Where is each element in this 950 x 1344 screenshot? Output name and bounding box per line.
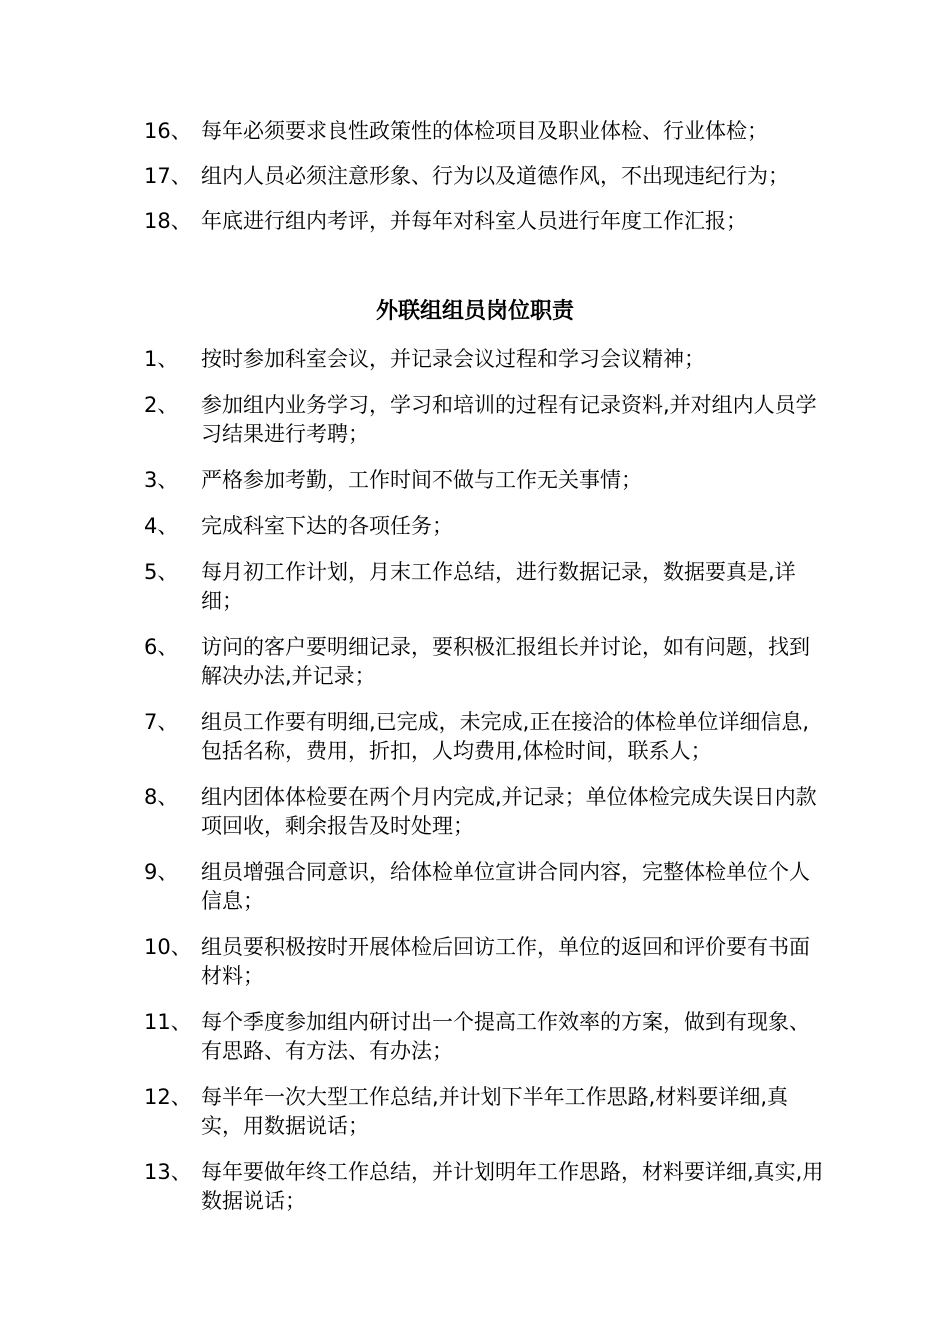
list-item — [144, 162, 824, 191]
item-number: 6、 — [144, 635, 179, 659]
item-number: 3、 — [144, 468, 179, 492]
duty-list — [144, 345, 824, 1233]
section-title: 外联组组员岗位职责 — [375, 299, 574, 324]
item-text: 每半年一次大型工作总结,并计划下半年工作思路,材料要详细,真实，用数据说话； — [201, 1085, 789, 1138]
item-text: 每年要做年终工作总结，并计划明年工作思路，材料要详细,真实,用数据说话； — [201, 1160, 824, 1213]
item-text: 组内人员必须注意形象、行为以及道德作风，不出现违纪行为； — [201, 164, 789, 188]
item-number: 4、 — [144, 514, 179, 538]
item-number: 5、 — [144, 560, 179, 584]
item-number: 1、 — [144, 347, 179, 371]
item-number: 8、 — [144, 785, 179, 809]
item-text: 完成科室下达的各项任务； — [201, 514, 453, 538]
item-text: 组内团体体检要在两个月内完成,并记录；单位体检完成失误日内款项回收，剩余报告及时处理； — [201, 785, 817, 838]
item-number: 16、 — [144, 119, 192, 143]
list-item — [144, 558, 824, 616]
list-item — [144, 391, 824, 449]
item-text: 组员工作要有明细,已完成，未完成,正在接洽的体检单位详细信息,包括名称，费用，折扣，人均费用,体检时间，联系人； — [201, 710, 810, 763]
list-item — [144, 512, 824, 541]
item-text: 访问的客户要明细记录，要积极汇报组长并讨论，如有问题，找到解决办法,并记录； — [201, 635, 810, 688]
list-item — [144, 1008, 824, 1066]
list-item — [144, 858, 824, 916]
list-item — [144, 466, 824, 495]
list-item — [144, 933, 824, 991]
item-number: 9、 — [144, 860, 179, 884]
item-number: 10、 — [144, 935, 192, 959]
item-text: 年底进行组内考评，并每年对科室人员进行年度工作汇报； — [201, 209, 747, 233]
list-item — [144, 345, 824, 374]
item-text: 组员增强合同意识，给体检单位宣讲合同内容，完整体检单位个人信息； — [201, 860, 810, 913]
item-number: 2、 — [144, 393, 179, 417]
item-text: 组员要积极按时开展体检后回访工作，单位的返回和评价要有书面材料； — [201, 935, 810, 988]
list-item — [144, 1083, 824, 1141]
item-number: 17、 — [144, 164, 192, 188]
item-text: 严格参加考勤，工作时间不做与工作无关事情； — [201, 468, 642, 492]
list-item — [144, 207, 824, 236]
list-item — [144, 783, 824, 841]
item-number: 11、 — [144, 1010, 192, 1034]
item-number: 12、 — [144, 1085, 192, 1109]
item-number: 13、 — [144, 1160, 192, 1184]
list-item — [144, 117, 824, 146]
item-text: 参加组内业务学习，学习和培训的过程有记录资料,并对组内人员学习结果进行考聘； — [201, 393, 817, 446]
item-text: 每月初工作计划，月末工作总结，进行数据记录，数据要真是,详细； — [201, 560, 796, 613]
list-item — [144, 1158, 824, 1216]
list-item — [144, 633, 824, 691]
list-item — [144, 708, 824, 766]
item-text: 每个季度参加组内研讨出一个提高工作效率的方案，做到有现象、有思路、有方法、有办法； — [201, 1010, 810, 1063]
item-text: 每年必须要求良性政策性的体检项目及职业体检、行业体检； — [201, 119, 768, 143]
item-number: 18、 — [144, 209, 192, 233]
item-text: 按时参加科室会议，并记录会议过程和学习会议精神； — [201, 347, 705, 371]
continued-duty-list — [144, 117, 824, 252]
item-number: 7、 — [144, 710, 179, 734]
